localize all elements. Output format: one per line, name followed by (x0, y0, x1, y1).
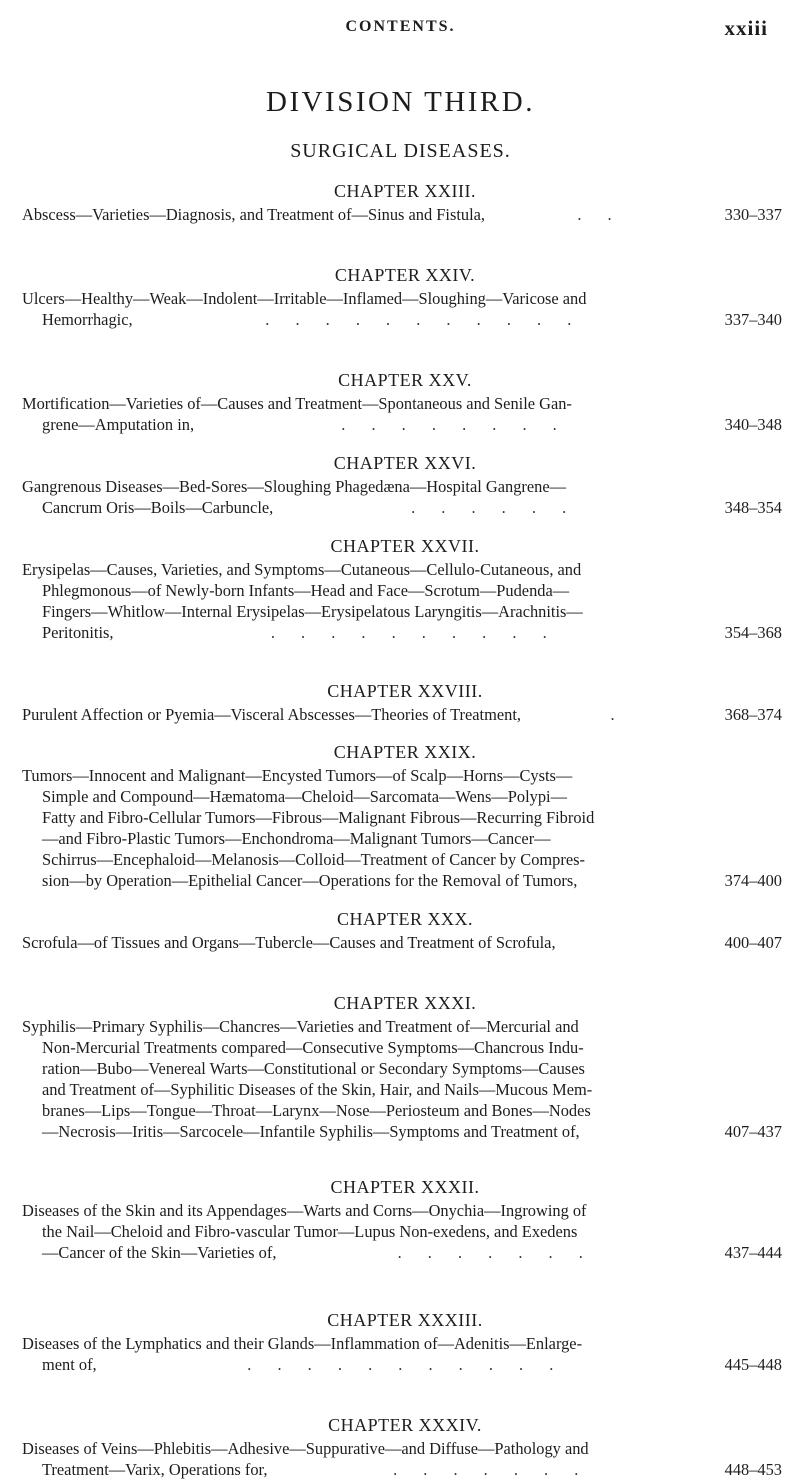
chapter-heading: CHAPTER XXVI. (333, 453, 477, 473)
entry-line: Diseases of Veins—Phlebitis—Adhesive—Suppurative—and Diffuse—Pathology and (22, 1439, 589, 1458)
entry-text: Scrofula—of Tissues and Organs—Tubercle—Causes and Treatment of Scrofula, (22, 933, 556, 952)
leader-dots: . . . . . . . . . . . (265, 310, 572, 329)
chapter-heading: CHAPTER XXXIV. (328, 1415, 482, 1435)
toc-chapter (22, 452, 782, 518)
entry-text: Treatment—Varix, Operations for, (42, 1460, 268, 1479)
leader-dots: . . . . . . . . . . (270, 623, 547, 642)
toc-chapter (22, 369, 782, 435)
toc-chapter (22, 180, 782, 225)
toc-chapter (22, 1176, 782, 1263)
entry-text: sion—by Operation—Epithelial Cancer—Operations for the Removal of Tumors, (42, 871, 578, 890)
chapter-heading: CHAPTER XXX. (336, 909, 473, 929)
entry-line (22, 1459, 782, 1480)
entry-line (22, 1242, 782, 1263)
toc-chapter (22, 680, 782, 725)
section-title: SURGICAL DISEASES. (290, 140, 511, 162)
leader-dots: . . . . . . . . . . . (247, 1355, 554, 1374)
chapter-entry (22, 932, 782, 953)
chapter-heading: CHAPTER XXIII. (334, 181, 476, 201)
chapter-heading: CHAPTER XXXIII. (327, 1310, 483, 1330)
page-range: 337–340 (724, 310, 782, 329)
entry-line: Ulcers—Healthy—Weak—Indolent—Irritable—Inflamed—Sloughing—Varicose and (22, 289, 587, 308)
entry-line: Erysipelas—Causes, Varieties, and Symptoms—Cutaneous—Cellulo-Cutaneous, and (22, 560, 582, 579)
toc-chapter (22, 992, 782, 1142)
toc-chapter (22, 535, 782, 643)
page-range: 374–400 (724, 871, 782, 890)
leader-dots: . . . . . . . . (341, 415, 557, 434)
toc-chapter (22, 908, 782, 953)
entry-line: Schirrus—Encephaloid—Melanosis—Colloid—Treatment of Cancer by Compres- (42, 850, 585, 869)
entry-line (22, 1354, 782, 1375)
entry-line: —and Fibro-Plastic Tumors—Enchondroma—Malignant Tumors—Cancer— (42, 829, 551, 848)
chapter-entry (22, 1016, 782, 1142)
entry-text: Purulent Affection or Pyemia—Visceral Abscesses—Theories of Treatment, (22, 705, 521, 724)
page-range: 448–453 (724, 1460, 782, 1479)
entry-line: Fingers—Whitlow—Internal Erysipelas—Erysipelatous Laryngitis—Arachnitis— (42, 602, 583, 621)
chapter-entry (22, 476, 782, 518)
page-range: 407–437 (724, 1122, 782, 1141)
running-head (0, 4, 801, 60)
chapter-heading: CHAPTER XXXI. (333, 993, 477, 1013)
entry-line (22, 870, 782, 891)
entry-line (22, 497, 782, 518)
chapter-entry (22, 1200, 782, 1263)
running-head-label: CONTENTS. (345, 18, 456, 35)
entry-line: Phlegmonous—of Newly-born Infants—Head and Face—Scrotum—Pudenda— (42, 581, 570, 600)
chapter-entry (22, 1333, 782, 1375)
leader-dots: . . . . . . . (393, 1460, 579, 1479)
chapter-heading: CHAPTER XXIV. (334, 265, 476, 285)
entry-line (22, 704, 782, 725)
entry-line: Tumors—Innocent and Malignant—Encysted Tumors—of Scalp—Horns—Cysts— (22, 766, 573, 785)
entry-text: —Cancer of the Skin—Varieties of, (42, 1243, 277, 1262)
entry-line: Fatty and Fibro-Cellular Tumors—Fibrous—Malignant Fibrous—Recurring Fibroid (42, 808, 595, 827)
entry-text: Hemorrhagic, (42, 310, 133, 329)
entry-line: ration—Bubo—Venereal Warts—Constitutional or Secondary Symptoms—Causes (42, 1059, 585, 1078)
page-range: 330–337 (724, 205, 782, 224)
chapter-heading: CHAPTER XXV. (338, 370, 472, 390)
leader-dots: . . . . . . . (397, 1243, 583, 1262)
toc-chapter (22, 741, 782, 891)
entry-line: branes—Lips—Tongue—Throat—Larynx—Nose—Periosteum and Bones—Nodes (42, 1101, 591, 1120)
entry-text: ment of, (42, 1355, 97, 1374)
page-range: 368–374 (724, 705, 782, 724)
entry-text: grene—Amputation in, (42, 415, 195, 434)
chapter-entry (22, 393, 782, 435)
chapter-heading: CHAPTER XXIX. (333, 742, 477, 762)
division-title: DIVISION THIRD. (266, 86, 535, 118)
entry-line: Simple and Compound—Hæmatoma—Cheloid—Sarcomata—Wens—Polypi— (42, 787, 567, 806)
chapter-entry (22, 559, 782, 643)
entry-line: Syphilis—Primary Syphilis—Chancres—Varieties and Treatment of—Mercurial and (22, 1017, 579, 1036)
page-range: 348–354 (724, 498, 782, 517)
chapter-heading: CHAPTER XXVII. (330, 536, 480, 556)
chapter-entry (22, 204, 782, 225)
entry-line: Gangrenous Diseases—Bed-Sores—Sloughing Phagedæna—Hospital Gangrene— (22, 477, 566, 496)
chapter-entry (22, 288, 782, 330)
entry-line (22, 622, 782, 643)
toc-chapter (22, 1309, 782, 1375)
entry-text: Abscess—Varieties—Diagnosis, and Treatment of—Sinus and Fistula, (22, 205, 486, 224)
page-range: 340–348 (724, 415, 782, 434)
toc-chapter (22, 1414, 782, 1480)
entry-line: the Nail—Cheloid and Fibro-vascular Tumor—Lupus Non-exedens, and Exedens (42, 1222, 578, 1241)
entry-line: Diseases of the Skin and its Appendages—Warts and Corns—Onychia—Ingrowing of (22, 1201, 587, 1220)
chapter-entry (22, 765, 782, 891)
leader-dots: . (610, 705, 615, 724)
chapter-entry (22, 704, 782, 725)
chapter-heading: CHAPTER XXVIII. (327, 681, 483, 701)
entry-line: Mortification—Varieties of—Causes and Treatment—Spontaneous and Senile Gan- (22, 394, 572, 413)
entry-line: and Treatment of—Syphilitic Diseases of the Skin, Hair, and Nails—Mucous Mem- (42, 1080, 593, 1099)
entry-line (22, 414, 782, 435)
page-range: 354–368 (724, 623, 782, 642)
entry-line (22, 204, 782, 225)
entry-line: Diseases of the Lymphatics and their Glands—Inflammation of—Adenitis—Enlarge- (22, 1334, 583, 1353)
chapter-heading: CHAPTER XXXII. (330, 1177, 480, 1197)
toc-chapter (22, 264, 782, 330)
leader-dots: . . (577, 205, 612, 224)
entry-line (22, 309, 782, 330)
entry-line (22, 932, 782, 953)
page-number: xxiii (724, 16, 768, 40)
page-range: 445–448 (724, 1355, 782, 1374)
leader-dots: . . . . . . (411, 498, 567, 517)
entry-line (22, 1121, 782, 1142)
entry-text: Cancrum Oris—Boils—Carbuncle, (42, 498, 274, 517)
chapter-entry (22, 1438, 782, 1480)
page-range: 437–444 (724, 1243, 782, 1262)
entry-line: Non-Mercurial Treatments compared—Consecutive Symptoms—Chancrous Indu- (42, 1038, 584, 1057)
page-range: 400–407 (724, 933, 782, 952)
entry-text: Peritonitis, (42, 623, 114, 642)
entry-text: —Necrosis—Iritis—Sarcocele—Infantile Syphilis—Symptoms and Treatment of, (42, 1122, 580, 1141)
